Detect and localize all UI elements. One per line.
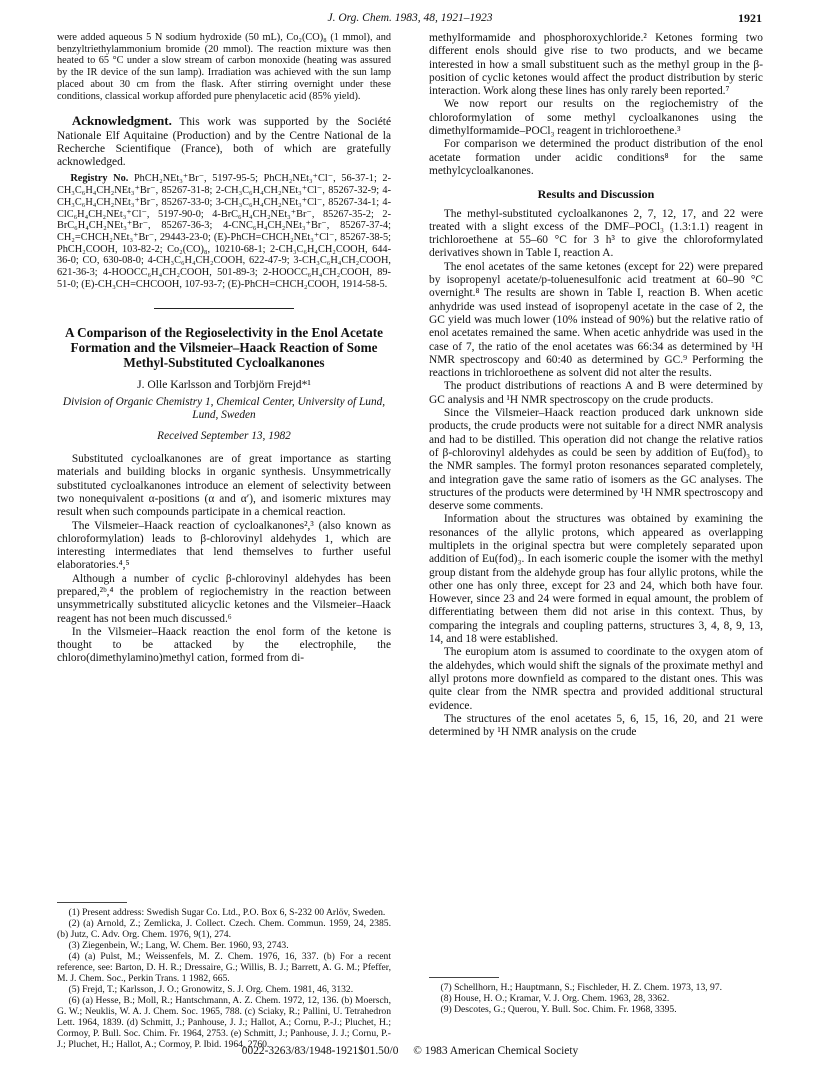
right-paragraph-10: The structures of the enol acetates 5, 6, 15, 16, 20, and 21 were determined by ¹H NMR analysis on the crude [429,712,763,739]
footnote: (2) (a) Arnold, Z.; Zemlicka, J. Collect. Czech. Chem. Commun. 1959, 24, 2385. (b) Jutz, C. Adv. Org. Chem. 1976, 9(1), 274. [57,918,391,940]
acknowledgment-paragraph [57,114,391,169]
left-footnotes [57,902,391,1050]
section-heading-results: Results and Discussion [537,187,655,202]
footnote: (9) Descotes, G.; Querou, Y. Bull. Soc. Chim. Fr. 1968, 3395. [440,1004,677,1015]
article-code: 0022-3263/83/1948-1921$01.50/0 [241,1045,399,1057]
author-affiliation: Division of Organic Chemistry 1, Chemical Center, University of Lund, Lund, Sweden [62,395,386,421]
intro-paragraph-1: Substituted cycloalkanones are of great importance as starting materials and building blocks in organic synthesis. Unsymmetrically substituted cycloalkanones introduce an element of selectivity between two nonequivalent α-positions (α and α′), and isomeric mixtures may result when such compounds participate in a chemical reaction. [57,453,391,519]
footnote: (1) Present address: Swedish Sugar Co. Ltd., P.O. Box 6, S-232 00 Arlöv, Sweden. [68,907,386,918]
right-paragraph-1: methylformamide and phosphoroxychloride.² Ketones forming two different enols should give rise to two products, and we became interested in how a small substituent such as the methyl group in the β-position of cyclic ketones would affect the product distribution by steric interaction. Work along these lines has only rarely been reported.⁷ [429,32,763,98]
intro-paragraph-4: In the Vilsmeier–Haack reaction the enol form of the ketone is thought to be attacked by the electrophile, the chloro(dimethylamino)methyl cation, formed from di- [57,625,391,665]
footnote: (8) House, H. O.; Kramar, V. J. Org. Chem. 1963, 28, 3362. [440,993,670,1004]
right-paragraph-2: We now report our results on the regiochemistry of the chloroformylation of some methyl cycloalkanones using the dimethylformamide–POCl₃ reagent in trichloroethene.³ [429,98,763,138]
footnote-rule [57,902,127,903]
right-paragraph-9: The europium atom is assumed to coordinate to the oxygen atom of the aldehydes, which would shift the signals of the proximate methyl and allyl protons more downfield as compared to the distant ones. This was quite clear from the NMR spectra and provided additional structural evidence. [429,646,763,712]
footnote: (5) Frejd, T.; Karlsson, J. O.; Gronowitz, S. J. Org. Chem. 1981, 46, 3132. [68,984,354,995]
right-paragraph-6: The product distributions of reactions A and B were determined by GC analysis and ¹H NMR spectroscopy on the crude products. [429,380,763,406]
right-paragraph-5: The enol acetates of the same ketones (except for 22) were prepared by isopropenyl acetate/p-toluenesulfonic acid treatment at 60–90 °C overnight.⁸ The results are shown in Table I, reaction B. When acetic anhydride was used instead of isopropenyl acetate in the case of 2, the GC yield was much lower (10% instead of 90%) but the relative ratio of enol acetates remained the same. When acetic anhydride was used in the case of 7, the ratio of the enol acetates was 66:34 as determined by ¹H NMR spectroscopy and 60:40 as determined by GC.⁹ Performing the reactions in trichloroethene as solvent did not alter the results. [429,260,763,380]
footnote: (3) Ziegenbein, W.; Lang, W. Chem. Ber. 1960, 93, 2743. [68,940,289,951]
left-column [57,32,391,666]
article-separator-rule [154,308,294,309]
received-date: Received September 13, 1982 [157,429,291,442]
registry-heading: Registry No. [70,173,129,185]
registry-body: PhCH₂NEt₃⁺Br⁻, 5197-95-5; PhCH₂NEt₃⁺Cl⁻, 56-37-1; 2-CH₃C₆H₄CH₂NEt₃⁺Br⁻, 85267-31-8; 2-CH₃C₆H₄CH₂NEt₃⁺Cl⁻, 85267-32-9; 4-CH₃C₆H₄CH₂NEt₃⁺Br⁻, 85267-33-0; 3-CH₃C₆H₄CH₂NEt₃⁺Cl⁻, 85267-34-1; 4-ClC₆H₄CH₂NEt₃⁺Cl⁻, 5197-90-0; 4-BrC₆H₄CH₂NEt₃⁺Br⁻, 85267-35-2; 2-BrC₆H₄CH₂NEt₃⁺Br⁻, 85267-36-3; 4-CNC₆H₄CH₂NEt₃⁺Br⁻, 85267-37-4; CH₂=CHCH₂NEt₃⁺Br⁻, 29443-23-0; (E)-PhCH=CHCH₂NEt₃⁺Cl⁻, 85267-38-5; PhCH₂COOH, 103-82-2; Co₂(CO)₈, 10210-68-1; 2-CH₃C₆H₄CH₂COOH, 644-36-0; CO, 630-08-0; 4-CH₃C₆H₄CH₂COOH, 622-47-9; 3-CH₃C₆H₄CH₂COOH, 621-36-3; 4-HOOCC₆H₄CH₂COOH, 501-89-3; 2-HOOCC₆H₄CH₂COOH, 89-51-0; (E)-CH₃CH=CHCOOH, 107-93-7; (E)-PhCH=CHCH₂COOH, 1914-58-5. [57,173,391,290]
intro-paragraph-2: The Vilsmeier–Haack reaction of cycloalkanones²,³ (also known as chloroformylation) leads to β-chlorovinyl aldehydes 1, which are interesting intermediates that lend themselves to further useful elaboratories.⁴,⁵ [57,519,391,572]
right-footnotes [429,977,763,1015]
right-paragraph-3: For comparison we determined the product distribution of the enol acetate formation under acidic conditions⁸ for the same methylcycloalkanones. [429,138,763,177]
page-number: 1921 [738,11,762,25]
right-paragraph-8: Information about the structures was obtained by examining the resonances of the allylic protons, which appeared as overlapping multiplets in the original spectra but were completely separated upon addition of Eu(fod)₃. In each isomeric couple the isomer with the methyl group distant from the aldehyde group has four allylic protons, while the other one has only three, except for 23 and 24, which both have four. However, since 23 and 24 were formed in equal amount, the problem of differentiating between them did not arise in this context. Thus, by comparing the integrals and coupling patterns, structures 3, 4, 8, 9, 13, 14, and 18 were established. [429,513,763,646]
right-paragraph-7: Since the Vilsmeier–Haack reaction produced dark unknown side products, the crude products were not suitable for a direct NMR analysis and had to be distilled. This operation did not change the relative ratios of β-chlorovinyl aldehydes as could be seen by addition of Eu(fod)₃ to the NMR samples. The formyl proton resonances separated completely, and integration gave the same ratio of isomers as the GC analyses. The structures of the products were determined by ¹H NMR spectroscopy and deserve some comments. [429,407,763,513]
page-footer [0,1045,820,1057]
acknowledgment-heading: Acknowledgment. [71,113,172,129]
footnote: (6) (a) Hesse, B.; Moll, R.; Hantschmann, A. Z. Chem. 1972, 12, 136. (b) Moersch, G. W.; Neuklis, W. A. J. Chem. Soc. 1965, 788. (c) Sciaky, R.; Pallini, U. Tetrahedron Lett. 1964, 1839. (d) Schmitt, J.; Panhouse, J. J.; Hallot, A.; Cornu, P.-J.; Pluchet, H.; Cormoy, P. Bull. Soc. Chim. Fr. 1964, 2753. (e) Schmitt, J.; Panhouse, J. J.; Cornu, P.-J.; Pluchet, H.; Hallot, A.; Cormoy, P. Ibid. 1964, 2760. [57,995,391,1050]
acknowledgment-body: This work was supported by the Société Nationale Elf Aquitaine (Production) and by the Centre National de la Recherche Scientifique (France), both of which are gratefully acknowledged. [57,116,391,169]
intro-paragraph-3: Although a number of cyclic β-chlorovinyl aldehydes has been prepared,²ᵇ,⁴ the problem of regiochemistry in the reaction between unsymmetrically substituted alicyclic ketones and the Vilsmeier–Haack reagent has not been much discussed.⁶ [57,572,391,625]
registry-paragraph [57,173,391,290]
article-title: A Comparison of the Regioselectivity in the Enol Acetate Formation and the Vilsmeier–Haack Reaction of Some Methyl-Substituted Cycloalkanones [65,325,383,371]
right-paragraph-4: The methyl-substituted cycloalkanones 2, 7, 12, 17, and 22 were treated with a slight excess of the DMF–POCl₃ (1.3:1.1) reagent in trichloroethene at 55–60 °C for 3 h³ to give the chloroformylated derivatives shown in Table I, reaction A. [429,207,763,260]
footnote: (4) (a) Pulst, M.; Weissenfels, M. Z. Chem. 1976, 16, 337. (b) For a recent reference, see: Barton, D. H. R.; Dressaire, G.; Willis, B. J.; Barrett, A. G. M.; Pfeffer, M. J. Chem. Soc., Perkin Trans. 1 1982, 665. [57,951,391,984]
continued-experimental-paragraph: were added aqueous 5 N sodium hydroxide (50 mL), Co₂(CO)₈ (1 mmol), and benzyltriethylammonium bromide (20 mmol). The reaction mixture was then heated to 65 °C under a slow stream of carbon monoxide (heating was assured by the IR device of the sun lamp). Irradiation was achieved with the sun lamp placed about 30 cm from the flask. After stirring overnight under these conditions, classical workup afforded pure phenylacetic acid (85% yield). [57,32,391,102]
running-head: J. Org. Chem. 1983, 48, 1921–1923 [327,12,493,24]
copyright-notice: © 1983 American Chemical Society [413,1045,579,1057]
footnote: (7) Schellhorn, H.; Hauptmann, S.; Fischleder, H. Z. Chem. 1973, 13, 97. [440,982,723,993]
article-authors: J. Olle Karlsson and Torbjörn Frejd*¹ [137,378,311,392]
footnote-rule [429,977,499,978]
right-column [429,32,763,739]
